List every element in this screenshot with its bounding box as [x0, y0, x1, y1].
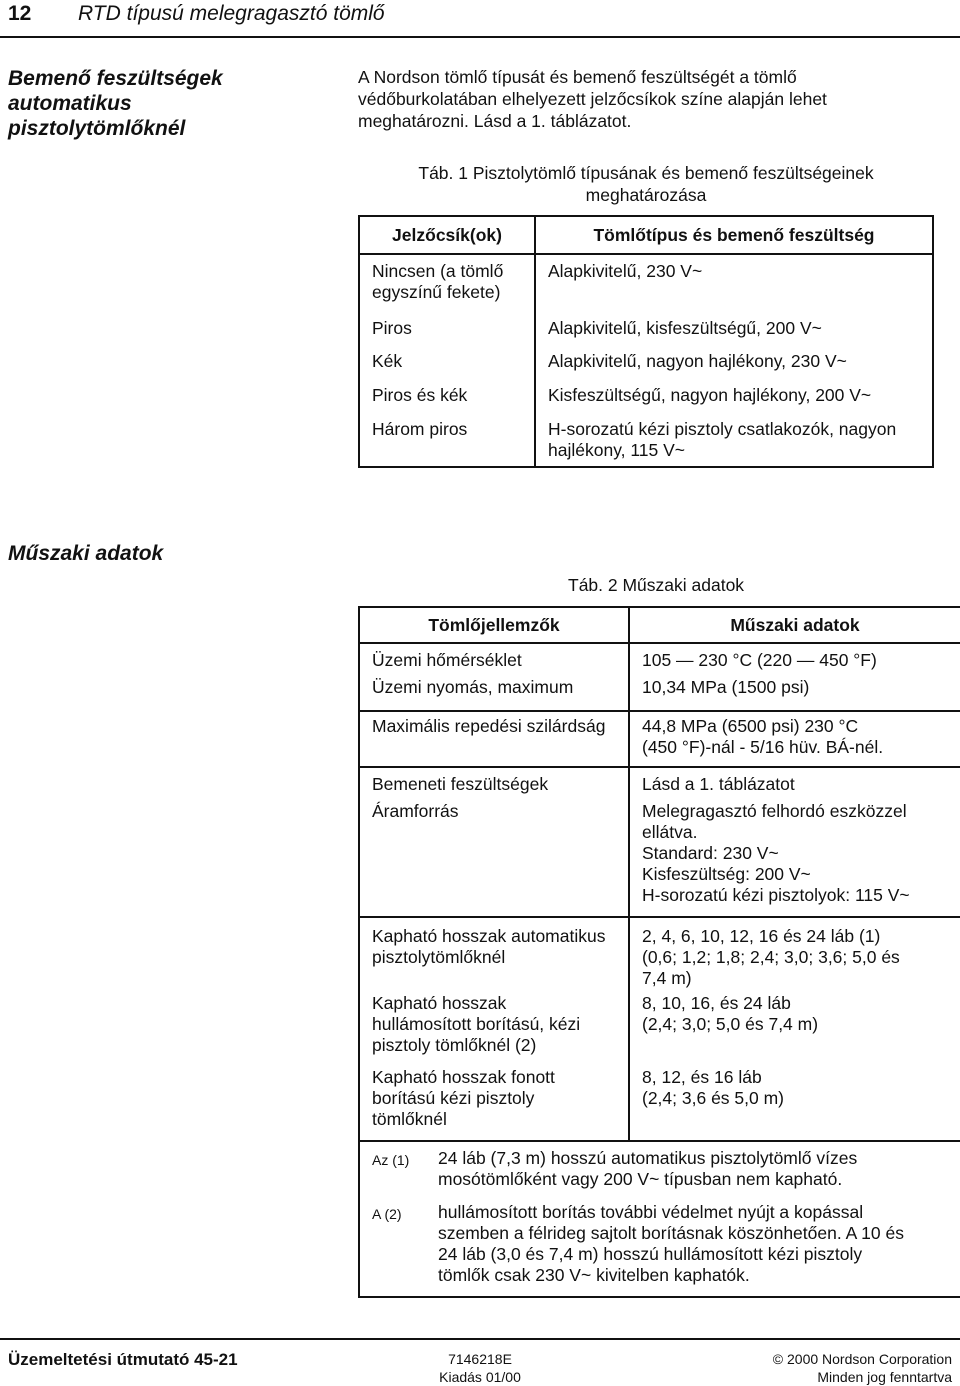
property-cell: [359, 993, 629, 1067]
cell-line: (450 °F)-nál - 5/16 hüv. BÁ-nél.: [642, 737, 884, 757]
table1-header-type: Tömlőtípus és bemenő feszültség: [535, 216, 933, 254]
cell-line: Kapható hosszak: [372, 993, 507, 1013]
caption-line: meghatározása: [585, 185, 707, 205]
footnote-key: A (2): [372, 1206, 402, 1222]
cell-line: Kisfeszültségű, nagyon hajlékony, 200 V~: [548, 385, 872, 405]
cell-line: Maximális repedési szilárdság: [372, 716, 606, 736]
cell-line: hajlékony, 115 V~: [548, 440, 686, 460]
cell-line: Három piros: [372, 419, 468, 439]
cell-line: tömlőknél: [372, 1109, 447, 1129]
cell-line: pisztoly tömlőknél (2): [372, 1035, 537, 1055]
cell-line: Lásd a 1. táblázatot: [642, 774, 795, 794]
property-cell: [359, 767, 629, 801]
cell-line: borítású kézi pisztoly: [372, 1088, 535, 1108]
table2-header-value: Műszaki adatok: [629, 607, 960, 643]
cell-line: Kék: [372, 351, 403, 371]
table-row: [359, 254, 933, 318]
property-cell: [359, 1067, 629, 1141]
cell-line: 8, 12, és 16 láb: [642, 1067, 762, 1087]
property-cell: [359, 677, 629, 711]
table2-caption: Táb. 2 Műszaki adatok: [568, 575, 745, 595]
cell-line: pisztolytömlőknél: [372, 947, 506, 967]
section-title-line: pisztolytömlőknél: [8, 117, 186, 140]
cell-line: mosótömlőként vagy 200 V~ típusban nem kapható.: [438, 1169, 843, 1189]
table1-header-stripes: Jelzőcsík(ok): [359, 216, 535, 254]
stripe-cell: [359, 385, 535, 419]
footer-line: Minden jog fenntartva: [817, 1369, 952, 1385]
footer-rule: [0, 1338, 960, 1340]
type-cell: [535, 318, 933, 351]
intro-line: A Nordson tömlő típusát és bemenő feszültségét a tömlő: [358, 67, 797, 87]
value-cell: [629, 917, 960, 993]
cell-line: Alapkivitelű, nagyon hajlékony, 230 V~: [548, 351, 847, 371]
footnote-row: [359, 1141, 960, 1297]
footnote-2: [372, 1202, 948, 1286]
value-cell: [629, 677, 960, 711]
intro-line: védőburkolatában elhelyezett jelzőcsíkok színe alapján lehet: [358, 89, 827, 109]
table1-caption: [358, 162, 934, 206]
footer-line: 7146218E: [448, 1351, 512, 1367]
footer-line: Kiadás 01/00: [439, 1369, 521, 1385]
intro-line: meghatározni. Lásd a 1. táblázatot.: [358, 111, 632, 131]
footer-copyright: [760, 1350, 952, 1386]
property-cell: [359, 711, 629, 767]
table2-header-property: Tömlőjellemzők: [359, 607, 629, 643]
cell-line: egyszínű fekete): [372, 282, 501, 302]
property-cell: [359, 801, 629, 917]
table-row: [359, 419, 933, 467]
type-cell: [535, 351, 933, 385]
cell-line: Üzemi nyomás, maximum: [372, 677, 574, 697]
cell-line: 10,34 MPa (1500 psi): [642, 677, 810, 697]
cell-line: (0,6; 1,2; 1,8; 2,4; 3,0; 3,6; 5,0 és: [642, 947, 900, 967]
footnote-key: Az (1): [372, 1152, 410, 1168]
section-title-line: automatikus: [8, 92, 132, 115]
cell-line: Melegragasztó felhordó eszközzel: [642, 801, 907, 821]
cell-line: 2, 4, 6, 10, 12, 16 és 24 láb (1): [642, 926, 881, 946]
page-number: 12: [8, 2, 32, 25]
value-cell: [629, 767, 960, 801]
cell-line: Nincsen (a tömlő: [372, 261, 504, 281]
type-cell: [535, 254, 933, 318]
cell-line: Kapható hosszak fonott: [372, 1067, 555, 1087]
cell-line: szemben a félrideg sajtolt borításnak köszönhetően. A 10 és: [438, 1223, 904, 1243]
footnote-text: [438, 1202, 904, 1286]
cell-line: ellátva.: [642, 822, 698, 842]
stripe-cell: [359, 419, 535, 467]
table-row: [359, 917, 960, 993]
cell-line: Kisfeszültség: 200 V~: [642, 864, 811, 884]
cell-line: Alapkivitelű, kisfeszültségű, 200 V~: [548, 318, 822, 338]
table-row: [359, 801, 960, 917]
stripe-cell: [359, 254, 535, 318]
stripe-cell: [359, 351, 535, 385]
header-rule: [0, 36, 960, 38]
cell-line: hullámosított borítású, kézi: [372, 1014, 581, 1034]
cell-line: 24 láb (3,0 és 7,4 m) hosszú hullámosított kézi pisztoly: [438, 1244, 863, 1264]
stripe-cell: [359, 318, 535, 351]
table-row: [359, 643, 960, 677]
cell-line: (2,4; 3,6 és 5,0 m): [642, 1088, 785, 1108]
table-row: [359, 677, 960, 711]
cell-line: Áramforrás: [372, 801, 459, 821]
value-cell: [629, 711, 960, 767]
value-cell: [629, 1067, 960, 1141]
cell-line: 105 — 230 °C (220 — 450 °F): [642, 650, 877, 670]
cell-line: 7,4 m): [642, 968, 692, 988]
cell-line: hullámosított borítás további védelmet nyújt a kopással: [438, 1202, 864, 1222]
table-row: [359, 385, 933, 419]
cell-line: H-sorozatú kézi pisztoly csatlakozók, nagyon: [548, 419, 897, 439]
cell-line: (2,4; 3,0; 5,0 és 7,4 m): [642, 1014, 819, 1034]
cell-line: Piros: [372, 318, 412, 338]
footer-manual-title: Üzemeltetési útmutató 45-21: [8, 1350, 238, 1369]
table-row: [359, 767, 960, 801]
property-cell: [359, 917, 629, 993]
section-title-input-voltages: [8, 66, 223, 141]
cell-line: H-sorozatú kézi pisztolyok: 115 V~: [642, 885, 910, 905]
footer-line: © 2000 Nordson Corporation: [772, 1351, 952, 1367]
cell-line: Kapható hosszak automatikus: [372, 926, 606, 946]
table1-stripe-identification: [358, 215, 934, 468]
table-row: [359, 1067, 960, 1141]
table-row: [359, 351, 933, 385]
section-title-technical-data: Műszaki adatok: [8, 542, 164, 565]
cell-line: 8, 10, 16, és 24 láb: [642, 993, 791, 1013]
intro-paragraph: [358, 66, 827, 132]
footnote-text: [438, 1148, 857, 1190]
footnote-1: [372, 1148, 948, 1190]
table-row: [359, 318, 933, 351]
running-title: RTD típusú melegragasztó tömlő: [78, 2, 385, 25]
value-cell: [629, 993, 960, 1067]
caption-line: Táb. 1 Pisztolytömlő típusának és bemenő feszültségeinek: [418, 163, 874, 183]
table-row: [359, 711, 960, 767]
cell-line: 24 láb (7,3 m) hosszú automatikus pisztolytömlő vízes: [438, 1148, 858, 1168]
cell-line: Bemeneti feszültségek: [372, 774, 549, 794]
footnotes: [359, 1141, 960, 1297]
footer-part-number: [420, 1350, 540, 1386]
cell-line: Piros és kék: [372, 385, 468, 405]
value-cell: [629, 643, 960, 677]
cell-line: Standard: 230 V~: [642, 843, 779, 863]
cell-line: Alapkivitelű, 230 V~: [548, 261, 703, 281]
value-cell: [629, 801, 960, 917]
type-cell: [535, 419, 933, 467]
cell-line: Üzemi hőmérséklet: [372, 650, 522, 670]
cell-line: tömlők csak 230 V~ kivitelben kaphatók.: [438, 1265, 750, 1285]
type-cell: [535, 385, 933, 419]
table2-technical-data: [358, 606, 960, 1298]
table-row: [359, 993, 960, 1067]
property-cell: [359, 643, 629, 677]
cell-line: 44,8 MPa (6500 psi) 230 °C: [642, 716, 859, 736]
section-title-line: Bemenő feszültségek: [8, 67, 223, 90]
